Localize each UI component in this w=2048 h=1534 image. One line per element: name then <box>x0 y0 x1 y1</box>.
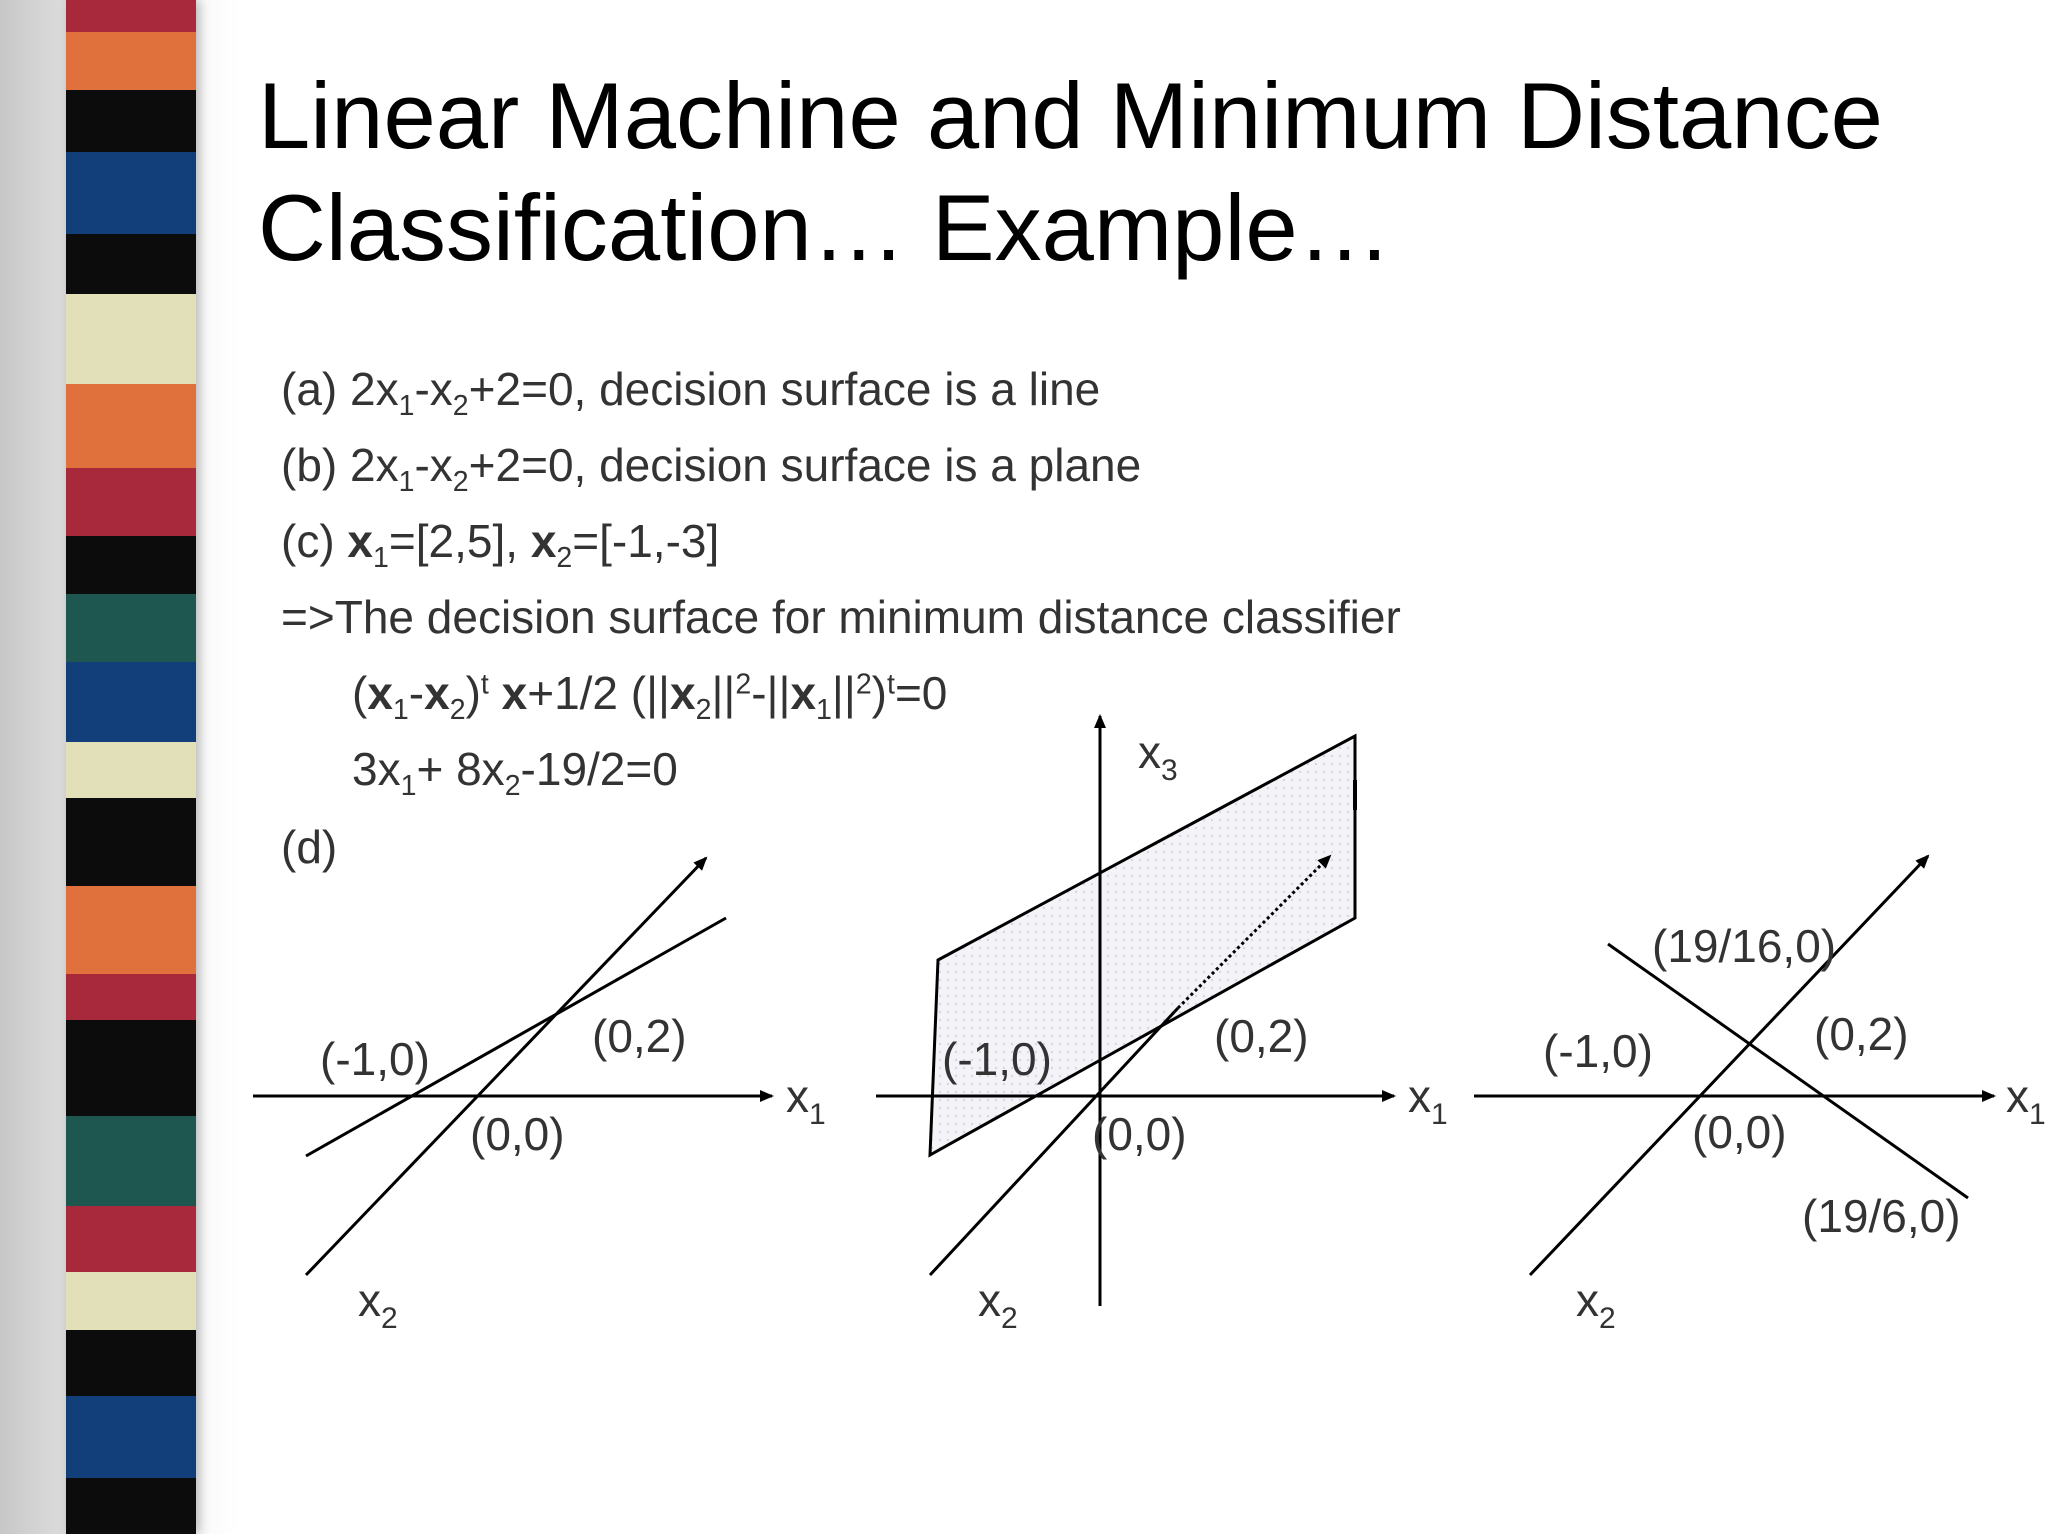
item-d: (d) <box>281 821 338 873</box>
equation-general: $(x_1-x_2)^t$ x+1/2 $(||x_2||^2-||x_1||^2)^t=0$ <box>352 667 948 726</box>
label-0-2: (0,2) <box>592 1010 687 1062</box>
label-x2: $x_2$ <box>358 1274 398 1335</box>
label-0-2: (0,2) <box>1214 1010 1309 1062</box>
figure-line <box>253 858 826 1335</box>
label-0-0: (0,0) <box>470 1108 565 1160</box>
label-x1: $x_1$ <box>786 1070 826 1131</box>
figure-min-distance <box>1474 856 2046 1335</box>
label-19-6: (19/6,0) <box>1802 1190 1961 1242</box>
label-neg1-0: (-1,0) <box>320 1033 430 1085</box>
figure-plane <box>876 716 1448 1335</box>
item-result: =>The decision surface for minimum distance classifier <box>281 591 1401 643</box>
label-neg1-0: (-1,0) <box>942 1033 1052 1085</box>
min-distance-line <box>1608 944 1968 1198</box>
decision-plane <box>930 736 1355 1155</box>
item-b: (b) $2x_1-x_2+2=0$, decision surface is a plane <box>281 439 1142 498</box>
label-x3: $x_3$ <box>1138 726 1178 787</box>
label-0-0: (0,0) <box>1092 1108 1187 1160</box>
label-0-2: (0,2) <box>1814 1008 1909 1060</box>
title-line-2: Classification… Example… <box>258 175 1392 280</box>
label-0-0: (0,0) <box>1692 1106 1787 1158</box>
label-x2: $x_2$ <box>1576 1274 1616 1335</box>
label-x1: $x_1$ <box>1408 1070 1448 1131</box>
title-line-1: Linear Machine and Minimum Distance <box>258 63 1883 168</box>
label-19-16: (19/16,0) <box>1652 920 1837 972</box>
item-c: (c) $x_1=[2,5]$, $x_2=[-1,-3]$ <box>281 515 720 574</box>
equation-specific: $3x_1+ 8x_2-19/2=0$ <box>352 743 678 802</box>
item-a: (a) $2x_1-x_2+2=0$, decision surface is a line <box>281 363 1101 422</box>
label-x1: $x_1$ <box>2006 1070 2046 1131</box>
label-neg1-0: (-1,0) <box>1543 1025 1653 1077</box>
label-x2: $x_2$ <box>978 1274 1018 1335</box>
